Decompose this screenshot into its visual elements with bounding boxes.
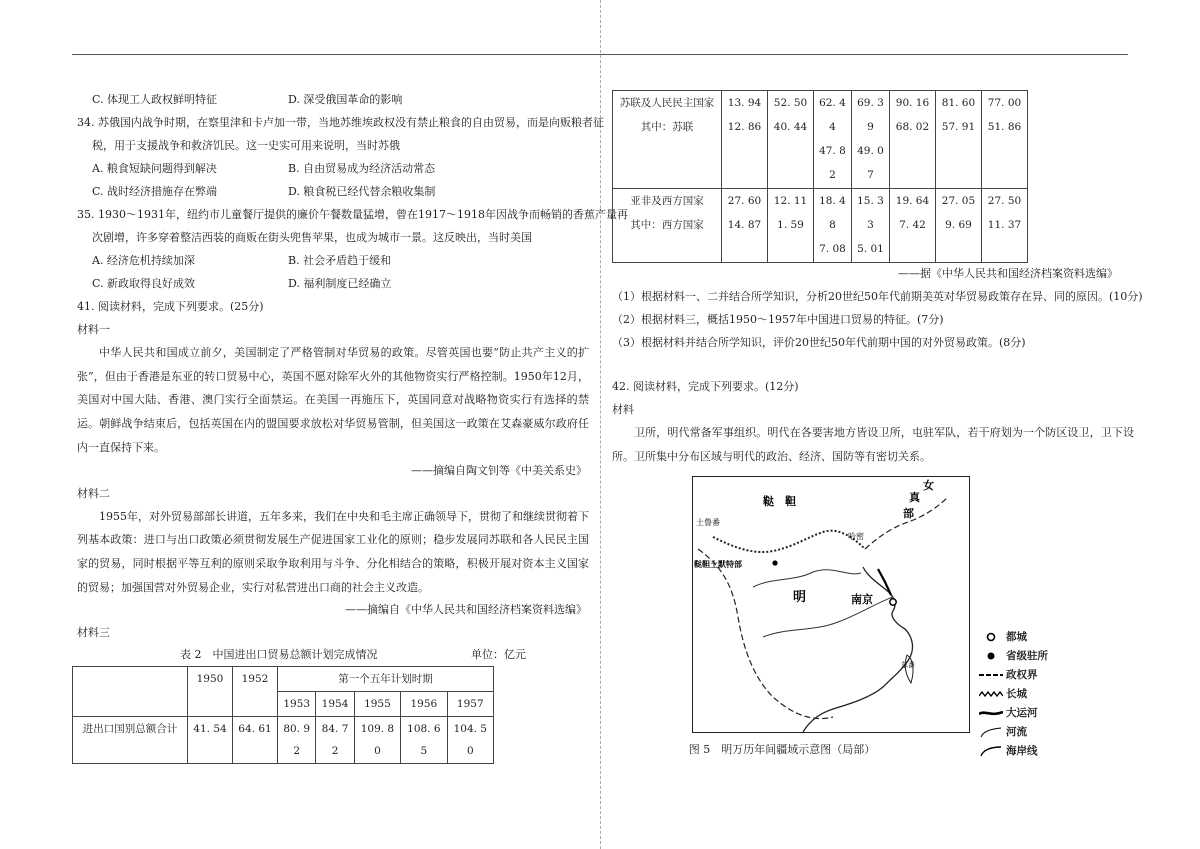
cell-part: 80. 9 — [283, 723, 311, 736]
cell-part: 9 — [867, 121, 874, 133]
legend-label: 长城 — [1006, 688, 1027, 700]
q41-sub1: （1）根据材料一、二并结合所学知识，分析20世纪50年代前期美英对华贸易政策存在异、同的原因。(10分) — [612, 290, 1143, 303]
table-cell-1954 — [316, 717, 354, 764]
data-cell — [814, 189, 852, 263]
spacer — [612, 468, 1132, 476]
table-cell-1953 — [278, 717, 316, 764]
coastline-icon — [978, 744, 1004, 758]
data-cell — [768, 91, 814, 189]
legend-border — [978, 665, 1048, 684]
cell-part: 51. 86 — [987, 121, 1022, 133]
cell-part: 27. 50 — [987, 195, 1022, 207]
map-label-zhen: 真 — [909, 491, 920, 505]
cell-part: 7. 42 — [899, 219, 926, 231]
map-label-ming: 明 — [793, 590, 807, 606]
trade-region-table — [612, 90, 1028, 263]
table2-caption — [77, 644, 589, 666]
data-cell — [889, 189, 935, 263]
legend-label: 大运河 — [1006, 707, 1038, 719]
cell-part: 27. 05 — [941, 195, 976, 207]
map-label-terr: 鞑靼土默特部 — [694, 559, 742, 570]
cell-part: 2 — [829, 169, 836, 181]
legend-coast — [978, 741, 1048, 760]
data-cell — [981, 189, 1027, 263]
table-header-plan: 第一个五年计划时期 — [278, 667, 494, 692]
data-cell — [851, 91, 889, 189]
region-name: 苏联及人民民主国家 — [619, 97, 715, 109]
q33-option-c[interactable]: C. 体现工人政权鲜明特征 — [92, 93, 218, 106]
cell-part: 81. 60 — [941, 97, 976, 109]
table-header-1953: 1953 — [278, 692, 316, 717]
cell-part: 52. 50 — [773, 97, 808, 109]
q35-option-d[interactable]: D. 福利制度已经确立 — [288, 277, 392, 290]
spacer — [612, 354, 1132, 375]
cell-part: 11. 37 — [987, 219, 1022, 231]
material3-label: 材料三 — [77, 626, 110, 640]
region-name: 其中：西方国家 — [630, 219, 704, 231]
table-cell-1950: 41. 54 — [188, 717, 233, 764]
cell-part: 5 — [420, 745, 428, 758]
cell-part: 4 — [829, 121, 836, 133]
cell-part: 62. 4 — [819, 97, 846, 109]
q34-options-cd — [77, 180, 589, 203]
cell-part: 14. 87 — [727, 219, 762, 231]
cell-part: 69. 3 — [857, 97, 884, 109]
cell-part: 104. 5 — [453, 723, 487, 736]
cell-part: 1. 59 — [777, 219, 804, 231]
table-header-1952: 1952 — [233, 667, 278, 717]
map-label-nanjing: 南京 — [851, 593, 873, 607]
table-cell-1956 — [401, 717, 447, 764]
q41-sub2: （2）根据材料三，概括1950～1957年中国进口贸易的特征。(7分) — [612, 313, 944, 326]
cell-part: 68. 02 — [895, 121, 930, 133]
data-cell — [722, 91, 768, 189]
data-cell — [889, 91, 935, 189]
table3-source: ——据《中华人民共和国经济档案资料选编》 — [898, 267, 1118, 280]
table-header-1950: 1950 — [188, 667, 233, 717]
q34-option-a[interactable]: A. 粮食短缺问题得到解决 — [92, 162, 217, 175]
region-name-cell — [613, 91, 722, 189]
map-label-dada: 鞑 靼 — [763, 495, 796, 509]
border-line — [698, 497, 948, 719]
table-cell-1955 — [354, 717, 400, 764]
material1-source: ——摘编自陶文钊等《中美关系史》 — [411, 463, 587, 477]
cell-part: 5. 01 — [857, 243, 884, 255]
cell-part: 18. 4 — [819, 195, 846, 207]
map-label-hami: 哈密 — [848, 532, 864, 542]
q35-stem-line1: 35. 1930～1931年，纽约市儿童餐厅提供的廉价午餐数量猛增，曾在1917～1918年因战争而畅销的香蕉产量再 — [77, 208, 628, 221]
cell-part: 7. 08 — [819, 243, 846, 255]
legend-label: 政权界 — [1006, 669, 1038, 681]
material1-text: 中华人民共和国成立前夕，美国制定了严格管制对华贸易的政策。尽管英国也要“防止共产主义的扩张”，但由于香港是东亚的转口贸易中心，英国不愿对除军火外的其他物资实行严格控制。1950年12月，美国对中国大陆、香港、澳门实行全面禁运。在美国一再施压下，英国同意对战略物资实行有选择的禁运。朝鲜战争结束后，包括英国在内的盟国要求放松对华贸易管制，但美国这一政策在艾森豪威尔政府任内一直保持下来。 — [77, 346, 589, 454]
q35-option-c[interactable]: C. 新政取得良好成效 — [92, 277, 196, 290]
capital-icon — [978, 630, 1004, 644]
cell-part: 15. 3 — [857, 195, 884, 207]
cell-part: 0 — [374, 745, 381, 758]
legend-river — [978, 722, 1048, 741]
table2-title: 表 2 中国进出口贸易总额计划完成情况 — [180, 648, 378, 662]
legend-capital — [978, 627, 1048, 646]
cell-part: 19. 64 — [895, 195, 930, 207]
cell-part: 0 — [466, 745, 474, 758]
cell-part: 109. 8 — [360, 723, 395, 736]
q33-option-d[interactable]: D. 深受俄国革命的影响 — [288, 93, 403, 106]
q33-options-cd — [77, 88, 589, 111]
province-dot-icon — [978, 649, 1004, 663]
q34-option-c[interactable]: C. 战时经济措施存在弊端 — [92, 185, 218, 198]
cell-part: 57. 91 — [941, 121, 976, 133]
material1-label: 材料一 — [77, 323, 110, 336]
cell-part: 108. 6 — [407, 723, 441, 736]
legend-canal — [978, 703, 1048, 722]
q35-stem-line2: 次剧增，许多穿着整洁西装的商贩在街头兜售苹果，也成为城市一景。这反映出，当时美国 — [92, 231, 532, 244]
q35-options-ab — [77, 249, 589, 272]
legend-label: 河流 — [1006, 726, 1027, 738]
cell-part: 7 — [867, 169, 874, 181]
data-cell — [768, 189, 814, 263]
cell-part: 47. 8 — [819, 145, 846, 157]
legend-wall — [978, 684, 1048, 703]
cell-part: 3 — [867, 219, 874, 231]
cell-part: 49. 0 — [857, 145, 884, 157]
table-cell-1952: 64. 61 — [233, 717, 278, 764]
cell-part: 9. 69 — [945, 219, 972, 231]
q35-option-a[interactable]: A. 经济危机持续加深 — [92, 254, 195, 267]
map-legend — [978, 627, 1048, 760]
data-cell — [935, 91, 981, 189]
region-name: 其中：苏联 — [640, 121, 694, 133]
cell-part: 40. 44 — [773, 121, 808, 133]
material2-text: 1955年，对外贸易部部长讲道，五年多来，我们在中央和毛主席正确领导下，贯彻了和继续贯彻着下列基本政策：进口与出口政策必须贯彻发展生产促进国家工业化的原则；稳步发展同苏联和各人民民主国家的贸易，同时根据平等互利的原则采取争取利用与斗争、分化相结合的策略，积极开展对资本主义国家的贸易；加强国营对外贸易企业，实行对私营进出口商的社会主义改造。 — [77, 509, 589, 594]
region-name: 亚非及西方国家 — [630, 195, 704, 207]
table-row-label: 进出口国别总额合计 — [73, 717, 188, 764]
table-corner-cell — [73, 667, 188, 717]
map-label-taiwan: 东番 — [901, 661, 915, 670]
canal-icon — [978, 706, 1004, 720]
material2-source: ——摘编自《中华人民共和国经济档案资料选编》 — [345, 603, 587, 617]
data-cell — [935, 189, 981, 263]
cell-part: 13. 94 — [727, 97, 762, 109]
q34-option-d[interactable]: D. 粮食税已经代替余粮收集制 — [288, 185, 436, 198]
yellow-river — [753, 570, 861, 587]
map-label-bu: 部 — [903, 507, 914, 521]
table2-unit: 单位：亿元 — [471, 648, 526, 662]
cell-part: 12. 11 — [773, 195, 808, 207]
left-column — [77, 88, 628, 764]
coastline — [803, 567, 912, 732]
cell-part: 12. 86 — [727, 121, 762, 133]
table-header-1954: 1954 — [316, 692, 354, 717]
cell-part: 77. 00 — [987, 97, 1022, 109]
map-label-nu: 女 — [923, 479, 934, 493]
grand-canal — [878, 569, 891, 595]
data-cell — [981, 91, 1027, 189]
q34-stem-line1: 34. 苏俄国内战争时期，在察里津和卡卢加一带，当地苏维埃政权没有禁止粮食的自由贸易，而是向贩粮者征 — [77, 116, 604, 129]
trade-total-table — [72, 666, 494, 764]
legend-label: 都城 — [1006, 631, 1027, 643]
map-caption: 图 5 明万历年间疆域示意图（局部） — [688, 743, 876, 757]
legend-label: 海岸线 — [1006, 745, 1038, 757]
cell-part: 27. 60 — [727, 195, 762, 207]
q42-material-text: 卫所，明代常备军事组织。明代在各要害地方皆设卫所，屯驻军队，若干府划为一个防区设卫，卫下设所。卫所集中分布区域与明代的政治、经济、国防等有密切关系。 — [612, 426, 1134, 463]
yangtze-river — [763, 597, 893, 637]
ming-territory-map — [692, 476, 970, 733]
table-header-1957: 1957 — [447, 692, 493, 717]
q35-option-b[interactable]: B. 社会矛盾趋于缓和 — [288, 254, 392, 267]
map-label-tulufan: 土鲁番 — [696, 518, 720, 528]
border-line-icon — [978, 668, 1004, 682]
q42-title: 42. 阅读材料，完成下列要求。(12分) — [612, 380, 799, 393]
q34-options-ab — [77, 157, 589, 180]
capital-marker — [890, 599, 896, 605]
q42-material-label: 材料 — [612, 403, 634, 416]
legend-label: 省级驻所 — [1006, 650, 1048, 662]
data-cell — [814, 91, 852, 189]
q34-stem-line2: 税，用于支援战争和救济饥民。这一史实可用来说明，当时苏俄 — [92, 139, 400, 152]
cell-part: 90. 16 — [895, 97, 930, 109]
data-cell — [722, 189, 768, 263]
province-marker — [772, 561, 777, 566]
cell-part: 2 — [293, 745, 301, 758]
great-wall — [713, 531, 865, 552]
table-header-1956: 1956 — [401, 692, 447, 717]
table-cell-1957 — [447, 717, 493, 764]
q41-sub3: （3）根据材料并结合所学知识，评价20世纪50年代前期中国的对外贸易政策。(8分) — [612, 336, 1026, 349]
river-icon — [978, 725, 1004, 739]
great-wall-icon — [978, 687, 1004, 701]
q34-option-b[interactable]: B. 自由贸易成为经济活动常态 — [288, 162, 436, 175]
q35-options-cd — [77, 272, 589, 295]
legend-province — [978, 646, 1048, 665]
table-header-1955: 1955 — [354, 692, 400, 717]
cell-part: 2 — [331, 745, 339, 758]
cell-part: 8 — [829, 219, 836, 231]
map-drawing — [693, 477, 969, 732]
right-column — [612, 90, 1143, 761]
material2-label: 材料二 — [77, 486, 110, 500]
q41-title: 41. 阅读材料，完成下列要求。(25分) — [77, 300, 264, 313]
cell-part: 84. 7 — [321, 723, 349, 736]
region-name-cell — [613, 189, 722, 263]
data-cell — [851, 189, 889, 263]
